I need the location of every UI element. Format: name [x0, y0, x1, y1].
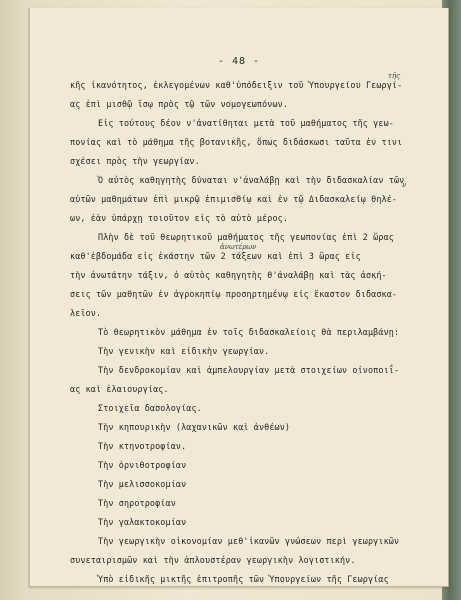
- text-line: Ὁ αὐτὸς καθηγητὴς δύναται ν'ἀναλάβῃ καὶ τὴν διδασκαλίαν τῶν: [98, 175, 405, 185]
- text-line: Ὑπὸ εἰδικῆς μικτῆς ἐπιτροπῆς τῶν Ὑπουργείων τῆς Γεωργίας: [98, 574, 389, 584]
- document-page: [28, 8, 449, 587]
- handwritten-correction: ἀνωτέρων: [220, 243, 257, 251]
- text-line: σχέσει πρὸς τὴν γεωργίαν.: [70, 156, 200, 166]
- page-number: - 48 -: [217, 56, 261, 67]
- text-line: λεῖον.: [70, 308, 102, 318]
- text-line: Στοιχεῖα δασολογίας.: [98, 403, 202, 413]
- text-line: Τὴν γενικὴν καὶ εἰδικὴν γεωργίαν.: [98, 346, 270, 356]
- handwritten-correction: ν: [402, 181, 407, 189]
- text-line: Τὴν κηπουρικὴν (λαχανικῶν καὶ ἀνθέων): [98, 422, 291, 432]
- text-line: ας καὶ ἐλαιουργίας.: [70, 384, 169, 394]
- text-line: ας ἐπὶ μισθῷ ἴσῳ πρὸς τῷ τῶν νομογεωπόνων.: [70, 99, 289, 109]
- text-line: σεις τῶν μαθητῶν ἐν ἀγροκηπίῳ προσηρτημένῳ εἰς ἕκαστον διδασκα-: [70, 289, 398, 299]
- text-line: τὴν ἀνωτάτην τάξιν, ὁ αὐτὸς καθηγητὴς θ'ἀναλάβῃ καὶ τὰς ἀσκή-: [70, 270, 387, 280]
- text-line: Τὴν ὀρνιθοτροφίαν: [98, 460, 187, 470]
- text-line: Τὴν κτηνοτροφίαν.: [98, 441, 187, 451]
- text-line: Πλὴν δὲ τοῦ θεωρητικοῦ μαθήματος τῆς γεωπονίας ἐπὶ 2 ὥρας: [98, 232, 394, 242]
- handwritten-correction: τῆς: [388, 72, 400, 80]
- text-line: ων, ἐὰν ὑπάρχῃ τοιοῦτον εἰς τὸ αὐτὸ μέρος.: [70, 213, 289, 223]
- text-line: αὐτῶν μαθημάτων ἐπὶ μικρῷ ἐπιμισθίῳ καὶ ἐν τῷ Διδασκαλείῳ θηλέ-: [70, 194, 398, 204]
- text-line: πονίας καὶ τὸ μάθημα τῆς βοτανικῆς, ὅπως διδάσκωσι ταῦτα ἐν τινι: [70, 137, 403, 147]
- text-line: καθ'ἑβδομάδα εἰς ἑκάστην τῶν 2 τάξεων καὶ ἐπὶ 3 ὥρας εἰς: [70, 251, 361, 261]
- text-line: συνεταιρισμῶν καὶ τὴν ἁπλουστέραν γεωργικὴν λογιστικήν.: [70, 555, 356, 565]
- text-line: κῆς ἱκανότητος, ἐκλεγομένων καθ'ὑπόδειξιν τοῦ Ὑπουργείου Γεωργί-: [70, 80, 403, 90]
- text-line: Τὸ θεωρητικὸν μάθημα ἐν τοῖς διδασκαλείοις θὰ περιλαμβάνῃ:: [98, 327, 400, 337]
- text-line: Τὴν δενδροκομίαν καὶ ἀμπελουργίαν μετὰ στοιχείων οἰνοποιΐ-: [98, 365, 400, 375]
- text-line: Εἰς τούτους δέον ν'ἀνατίθηται μετὰ τοῦ μαθήματος τῆς γεω-: [98, 118, 394, 128]
- text-line: Τὴν μελισσοκομίαν: [98, 479, 187, 489]
- text-line: Τὴν σηροτροφίαν: [98, 498, 176, 508]
- text-line: Τὴν γεωργικὴν οἰκονομίαν μεθ'ἱκανῶν γνώσεων περὶ γεωργικῶν: [98, 536, 400, 546]
- text-line: Τὴν γαλακτοκομίαν: [98, 517, 187, 527]
